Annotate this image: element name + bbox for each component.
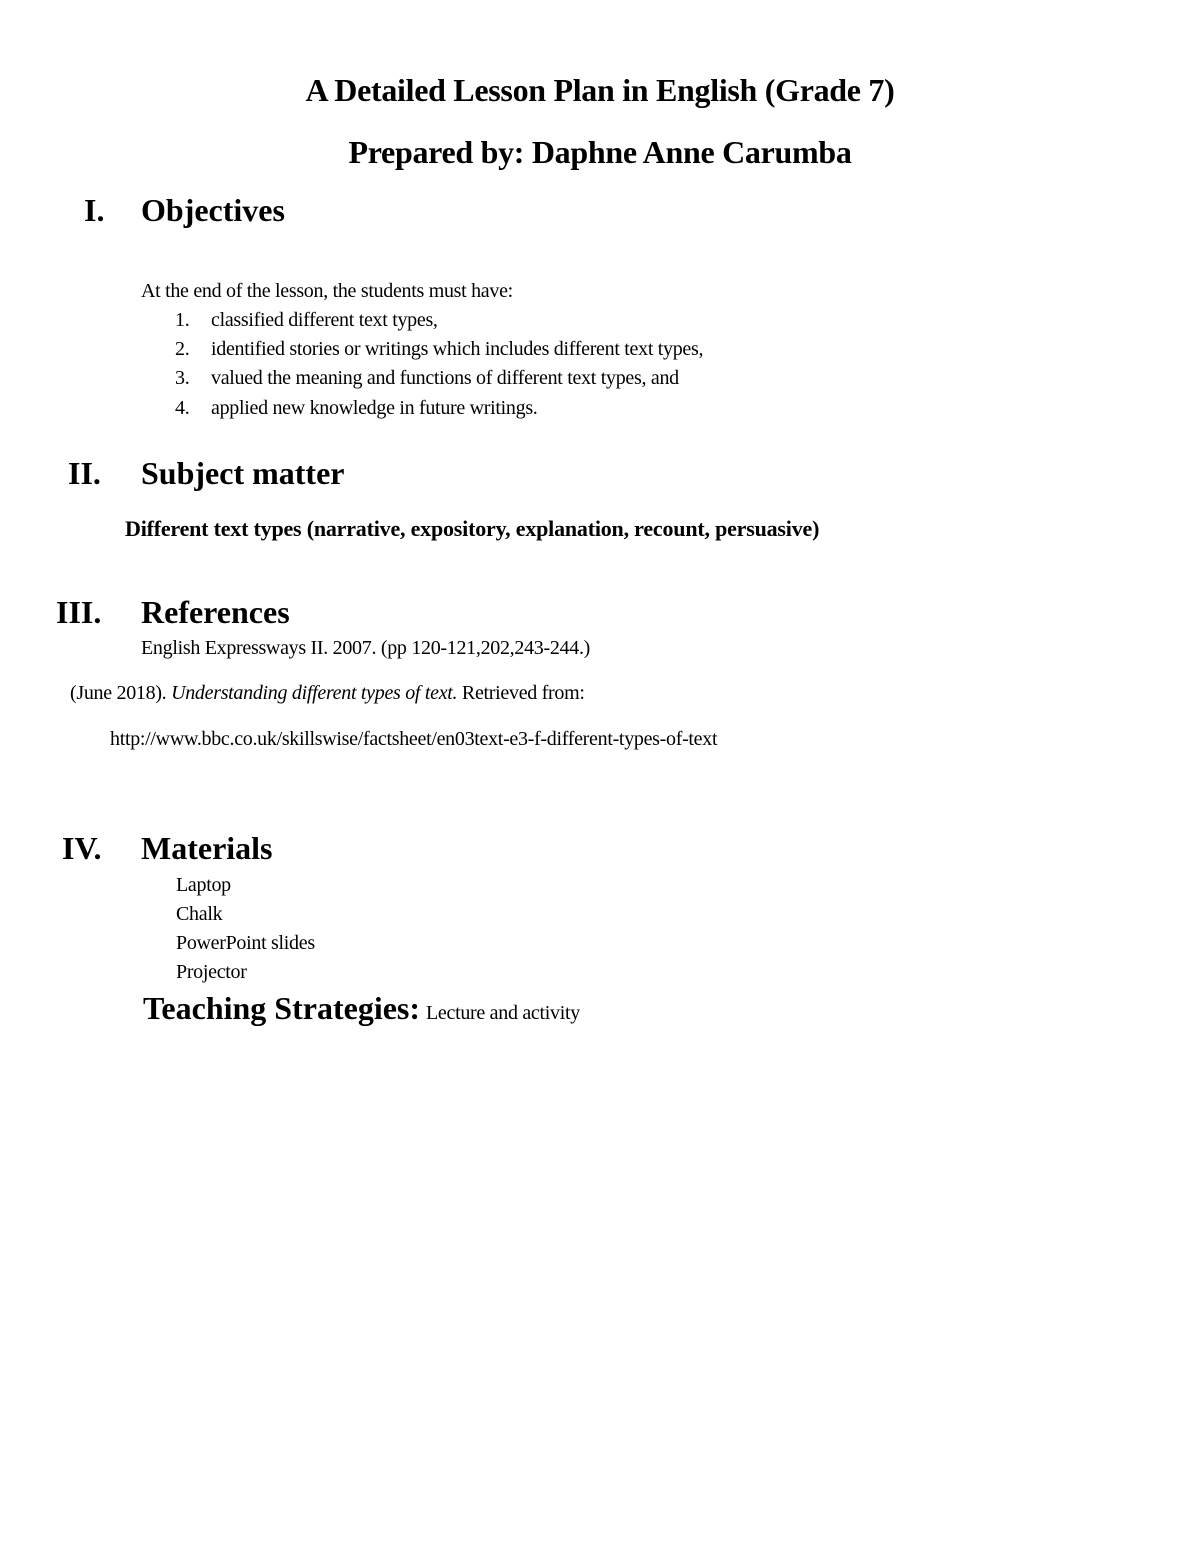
section-number: III.: [56, 594, 102, 630]
list-text: classified different text types,: [211, 309, 438, 331]
list-text: valued the meaning and functions of different text types, and: [211, 367, 679, 389]
list-number: 3.: [175, 367, 190, 389]
section-title: References: [141, 594, 290, 630]
material-item: Laptop: [176, 874, 231, 896]
objectives-intro: At the end of the lesson, the students must have:: [141, 280, 513, 302]
material-item: PowerPoint slides: [176, 932, 315, 954]
subject-content: Different text types (narrative, expository, explanation, recount, persuasive): [125, 516, 820, 541]
reference-title: Understanding different types of text.: [171, 682, 458, 704]
strategies-value: Lecture and activity: [426, 1002, 580, 1024]
reference-retrieved: Retrieved from:: [457, 682, 585, 704]
reference-web: [70, 682, 585, 705]
strategies-label: Teaching Strategies:: [143, 990, 421, 1026]
list-number: 4.: [175, 397, 190, 419]
section-title: Objectives: [141, 192, 285, 228]
list-text: identified stories or writings which includes different text types,: [211, 338, 704, 360]
list-item: [175, 367, 679, 390]
section-title: Subject matter: [141, 455, 345, 491]
document-title: A Detailed Lesson Plan in English (Grade 7): [305, 72, 895, 108]
material-item: Projector: [176, 961, 247, 983]
list-text: applied new knowledge in future writings.: [211, 397, 538, 419]
prepared-by: Prepared by: Daphne Anne Carumba: [348, 134, 852, 170]
reference-url: http://www.bbc.co.uk/skillswise/factsheet/en03text-e3-f-different-types-of-text: [110, 728, 718, 750]
section-number: II.: [68, 455, 101, 491]
reference-date: (June 2018).: [70, 682, 172, 704]
list-item: [175, 338, 703, 361]
section-number: IV.: [62, 830, 102, 866]
list-number: 2.: [175, 338, 190, 360]
material-item: Chalk: [176, 903, 223, 925]
list-number: 1.: [175, 309, 190, 331]
section-title: Materials: [141, 830, 273, 866]
section-number: I.: [84, 192, 105, 228]
teaching-strategies: [143, 990, 580, 1027]
list-item: [175, 397, 538, 420]
reference-book: English Expressways II. 2007. (pp 120-121,202,243-244.): [141, 637, 590, 659]
list-item: [175, 309, 438, 332]
